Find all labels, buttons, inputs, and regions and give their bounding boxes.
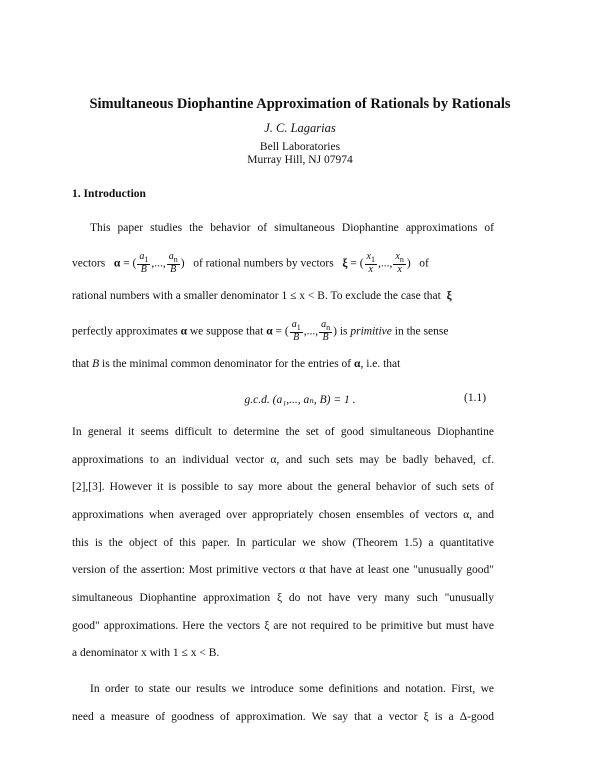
p1-text: perfectly approximates [72,325,178,338]
p1-text: is [339,325,348,338]
p1-line-3 [72,290,494,302]
p1-text-primitive: primitive [350,325,392,338]
p3-line: need a measure of goodness of approximation. We say that a vector ξ is a Δ-good [72,711,494,723]
affiliation-line-1: Bell Laboratories [259,141,341,153]
p1-text: rational numbers with a smaller denominator 1 ≤ x < B. To exclude the case that [72,290,441,302]
author: J. C. Lagarias [264,121,336,135]
xi-symbol: ξ [342,257,348,270]
paper-title: Simultaneous Diophantine Approximation of Rationals by Rationals [89,96,511,112]
p2-line: a denominator x with 1 ≤ x < B. [72,647,220,659]
fraction: $\frac{a_1}{B}$ [139,251,149,276]
p1-line-4: perfectly approximates α we suppose that α = ( $\frac{a_1}{B}$ ,..., $\frac{a_n}{B}$ ) is primitive in the sense [72,319,449,344]
fraction: $\frac{x_1}{x}$ [366,251,375,276]
p3-line: In order to state our results we introduce some definitions and notation. First, we [90,683,494,695]
p2-line: good" approximations. Here the vectors ξ are not required to be primitive but must have [72,620,494,632]
alpha-symbol: α [354,358,361,370]
p1-text: we suppose that [189,325,264,338]
p2-line: this is the object of this paper. In particular we show (Theorem 1.5) a quantitative [72,537,494,549]
p1-line-1: This paper studies the behavior of simultaneous Diophantine approximations of [90,222,494,234]
p1-text: of [419,257,429,270]
xi-symbol: ξ [446,290,452,302]
p2-line: simultaneous Diophantine approximation ξ do not have very many such "unusually [72,592,494,604]
alpha-symbol: α [113,257,121,270]
fraction: $\frac{a_n}{B}$ [321,319,331,344]
section-heading: 1. Introduction [72,188,146,200]
p1-text: vectors [72,257,106,270]
alpha-symbol: α [180,325,187,338]
p2-line: approximations to an individual vector α, and such sets may be badly behaved, cf. [72,454,494,466]
p2-line: In general it seems difficult to determine the set of good simultaneous Diophantine [72,426,494,438]
equation-1-1: g.c.d. (a₁,..., aₙ, B) = 1 . [244,394,356,406]
fraction: $\frac{a_1}{B}$ [291,319,301,344]
p1-text: of rational numbers by vectors [193,257,334,270]
fraction: $\frac{a_n}{B}$ [168,251,178,276]
equation-number: (1.1) [464,392,487,404]
p1-text: in the sense [394,325,449,338]
affiliation-line-2: Murray Hill, NJ 07974 [247,154,353,166]
p2-line: [2],[3]. However it is possible to say more about the general behavior of such sets of [72,481,494,493]
p1-line-2: vectors α = ( $\frac{a_1}{B}$ ,..., $\frac{a_n}{B}$ ) of rational numbers by vectors ξ = ( $\frac{x_1}{x}$ ,..., $\frac{x_n}{x}$ ) of [72,251,429,276]
p2-line: version of the assertion: Most primitive vectors α that have at least one "unusually good" [72,564,494,576]
p1-line-5: that B is the minimal common denominator for the entries of α, i.e. that [72,358,401,370]
alpha-symbol: α [266,325,273,338]
p2-line: approximations when averaged over appropriately chosen ensembles of vectors α, and [72,509,494,521]
fraction: $\frac{x_n}{x}$ [395,251,404,276]
